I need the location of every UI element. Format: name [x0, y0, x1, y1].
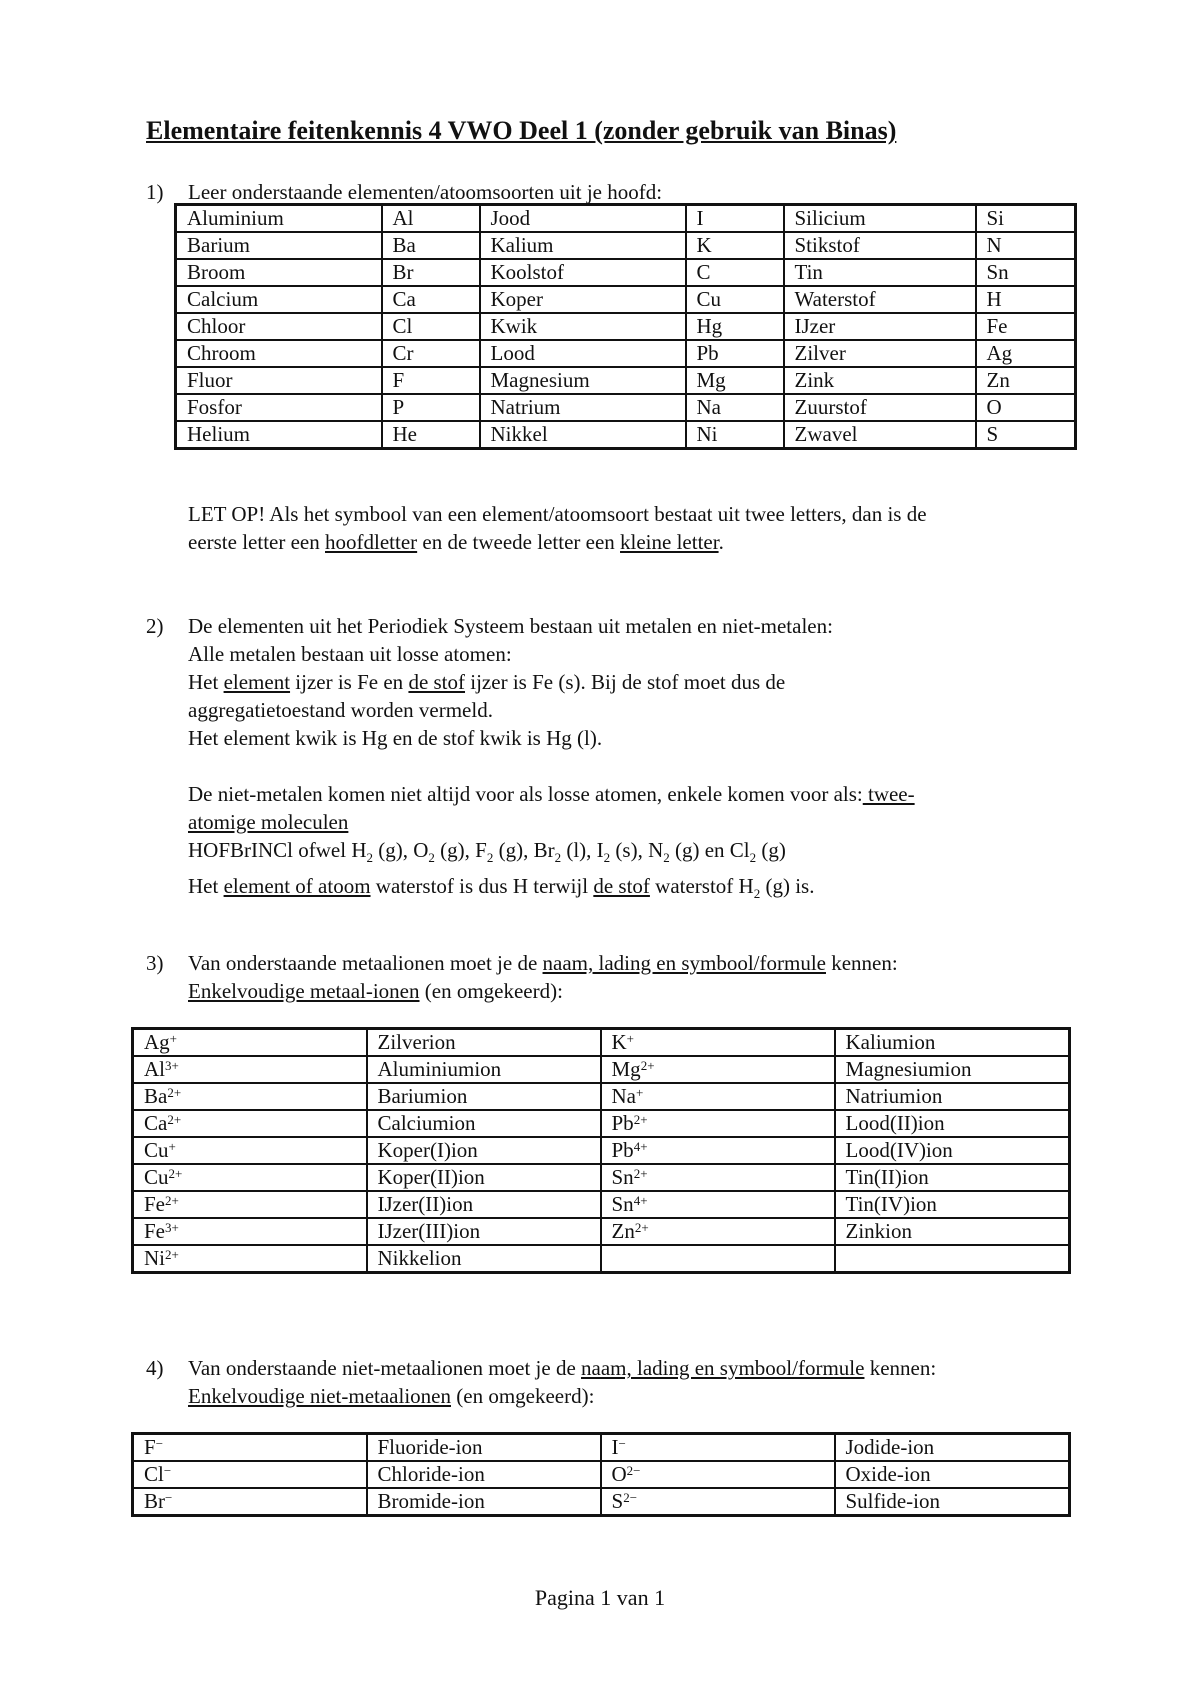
ion-charge: −: [618, 1436, 626, 1451]
ion-charge: 3+: [165, 1058, 179, 1073]
ion-symbol: S: [611, 1489, 624, 1513]
element-name-cell: Chroom: [176, 340, 382, 367]
ion-formula-cell: [133, 1164, 367, 1191]
element-symbol-cell: I: [686, 205, 784, 233]
ion-charge: 2−: [623, 1490, 638, 1505]
element-symbol-cell: Al: [382, 205, 480, 233]
ion-charge: 2+: [167, 1112, 182, 1127]
table-row: [133, 1083, 1070, 1110]
subscript: 2: [366, 850, 373, 866]
element-name-cell: Zuurstof: [784, 394, 976, 421]
s2-underlined: element of atoom: [223, 874, 371, 899]
s4-text: kennen:: [864, 1356, 937, 1380]
ion-charge: 2+: [165, 1247, 179, 1262]
s2-underlined: twee-: [862, 782, 915, 806]
s2-text: (s), N: [610, 838, 664, 862]
s2-text: (g) en Cl: [669, 838, 750, 862]
element-name-cell: Chloor: [176, 313, 382, 340]
s3-line: [188, 977, 898, 1005]
s4-underlined: naam, lading en symbool/formule: [581, 1356, 865, 1380]
s2-text: De niet-metalen komen niet altijd voor als losse atomen, enkele komen voor als:: [188, 782, 863, 806]
ion-name-cell: Jodide-ion: [835, 1434, 1070, 1462]
element-name-cell: Barium: [176, 232, 382, 259]
element-symbol-cell: Mg: [686, 367, 784, 394]
element-name-cell: Kwik: [480, 313, 686, 340]
ion-formula-cell: [133, 1245, 367, 1273]
table-row: [176, 313, 1076, 340]
element-symbol-cell: Zn: [976, 367, 1076, 394]
s2-text: waterstof is dus H terwijl: [370, 874, 594, 899]
element-name-cell: Stikstof: [784, 232, 976, 259]
ion-formula-cell: [601, 1164, 835, 1191]
s2-text: ijzer is Fe en: [290, 670, 409, 694]
table-row: [133, 1029, 1070, 1057]
s2-underlined: element: [223, 670, 291, 694]
s2-text: (l), I: [561, 838, 604, 862]
ion-formula-cell: [133, 1218, 367, 1245]
element-symbol-cell: Cr: [382, 340, 480, 367]
ion-formula-cell: [133, 1083, 367, 1110]
element-symbol-cell: Cl: [382, 313, 480, 340]
ion-symbol: Cu: [144, 1165, 169, 1189]
s2-underlined: de stof: [408, 670, 466, 694]
ion-charge: 4+: [633, 1139, 648, 1154]
elements-table: [174, 203, 1077, 450]
element-name-cell: Jood: [480, 205, 686, 233]
ion-symbol: Br: [144, 1489, 165, 1513]
element-symbol-cell: Fe: [976, 313, 1076, 340]
subscript: 2: [428, 850, 435, 866]
table-row: [133, 1191, 1070, 1218]
element-symbol-cell: Na: [686, 394, 784, 421]
ion-symbol: Cl: [144, 1462, 164, 1486]
element-symbol-cell: K: [686, 232, 784, 259]
ion-symbol: Sn: [611, 1192, 634, 1216]
ion-symbol: Ag: [144, 1030, 170, 1054]
s4-line: [188, 1354, 936, 1382]
element-name-cell: Silicium: [784, 205, 976, 233]
ion-charge: 2+: [633, 1112, 648, 1127]
s2-text: HOFBrINCl ofwel H: [188, 838, 367, 862]
ion-symbol: O: [611, 1462, 627, 1486]
note-hoofdletter: hoofdletter: [325, 530, 418, 554]
s2-text: ijzer is Fe (s). Bij de stof moet dus de: [465, 670, 786, 694]
ion-symbol: F: [144, 1435, 156, 1459]
s3-underlined: Enkelvoudige metaal-ionen: [188, 979, 420, 1003]
ion-name-cell: Lood(II)ion: [835, 1110, 1070, 1137]
ion-name-cell: Zilverion: [367, 1029, 601, 1057]
ion-name-cell: Aluminiumion: [367, 1056, 601, 1083]
ion-name-cell: Kaliumion: [835, 1029, 1070, 1057]
element-symbol-cell: O: [976, 394, 1076, 421]
s2-line: De elementen uit het Periodiek Systeem bestaan uit metalen en niet-metalen:: [188, 614, 833, 638]
subscript: 2: [753, 886, 761, 902]
ion-charge: −: [163, 1463, 172, 1478]
table-row: [133, 1218, 1070, 1245]
element-symbol-cell: Hg: [686, 313, 784, 340]
ion-symbol: Pb: [611, 1138, 634, 1162]
section-1-number: 1): [146, 180, 164, 204]
section-3-number: 3): [146, 951, 164, 975]
ion-name-cell: Koper(II)ion: [367, 1164, 601, 1191]
ion-charge: 2+: [634, 1220, 649, 1235]
table-row: [133, 1461, 1070, 1488]
ion-name-cell: Tin(II)ion: [835, 1164, 1070, 1191]
subscript: 2: [486, 850, 494, 866]
ion-formula-cell: [133, 1056, 367, 1083]
ion-formula-cell: [601, 1245, 835, 1273]
ion-charge: +: [169, 1031, 178, 1046]
element-symbol-cell: Ni: [686, 421, 784, 449]
s2-line: aggregatietoestand worden vermeld.: [188, 698, 493, 722]
ion-symbol: Sn: [611, 1165, 634, 1189]
s2-underlined: de stof: [593, 874, 650, 899]
ion-name-cell: IJzer(II)ion: [367, 1191, 601, 1218]
s4-underlined: Enkelvoudige niet-metaalionen: [188, 1384, 451, 1408]
table-row: [176, 421, 1076, 449]
s4-text: (en omgekeerd):: [451, 1384, 595, 1408]
section-3-intro: [188, 949, 898, 1005]
ion-charge: +: [636, 1085, 644, 1100]
s2-line: Het element kwik is Hg en de stof kwik is Hg (l).: [188, 726, 603, 750]
s4-text: Van onderstaande niet-metaalionen moet je de: [188, 1356, 582, 1380]
note-text: en de tweede letter een: [417, 530, 621, 554]
s2-text: (g): [756, 838, 786, 862]
ion-charge: 3+: [165, 1220, 179, 1235]
ion-symbol: K: [611, 1030, 627, 1054]
ion-symbol: Fe: [144, 1192, 165, 1216]
ion-charge: 2+: [165, 1193, 179, 1208]
table-row: [176, 367, 1076, 394]
section-1-note: [188, 500, 927, 556]
element-symbol-cell: Br: [382, 259, 480, 286]
nonmetal-ions-table: [131, 1432, 1071, 1517]
table-row: [133, 1245, 1070, 1273]
ion-symbol: Al: [144, 1057, 165, 1081]
s2-line: Alle metalen bestaan uit losse atomen:: [188, 642, 512, 666]
s2-line: [188, 668, 915, 696]
ion-name-cell: Koper(I)ion: [367, 1137, 601, 1164]
ion-name-cell: Natriumion: [835, 1083, 1070, 1110]
element-symbol-cell: He: [382, 421, 480, 449]
s2-text: waterstof H: [649, 874, 754, 899]
element-name-cell: Tin: [784, 259, 976, 286]
element-name-cell: Calcium: [176, 286, 382, 313]
s2-text: (g), O: [373, 838, 429, 862]
element-symbol-cell: P: [382, 394, 480, 421]
element-name-cell: Zilver: [784, 340, 976, 367]
element-symbol-cell: Ca: [382, 286, 480, 313]
ion-name-cell: Tin(IV)ion: [835, 1191, 1070, 1218]
s2-text: Het: [188, 670, 224, 694]
element-symbol-cell: Ba: [382, 232, 480, 259]
ion-symbol: Fe: [144, 1219, 165, 1243]
ion-symbol: Zn: [611, 1219, 635, 1243]
table-row: [133, 1056, 1070, 1083]
ion-formula-cell: [133, 1110, 367, 1137]
element-name-cell: Aluminium: [176, 205, 382, 233]
ion-name-cell: Fluoride-ion: [367, 1434, 601, 1462]
element-name-cell: Helium: [176, 421, 382, 449]
ion-symbol: Mg: [611, 1057, 641, 1081]
ion-charge: 2+: [633, 1166, 648, 1181]
ion-formula-cell: [133, 1137, 367, 1164]
s3-text: (en omgekeerd):: [419, 979, 563, 1003]
ion-name-cell: Magnesiumion: [835, 1056, 1070, 1083]
ion-formula-cell: [601, 1488, 835, 1516]
s2-line: [188, 808, 915, 836]
ion-formula-cell: [601, 1461, 835, 1488]
element-name-cell: Magnesium: [480, 367, 686, 394]
element-symbol-cell: N: [976, 232, 1076, 259]
ion-symbol: Cu: [144, 1138, 169, 1162]
ion-name-cell: [835, 1245, 1070, 1273]
subscript: 2: [663, 850, 670, 866]
section-4-number: 4): [146, 1356, 164, 1380]
ion-formula-cell: [601, 1056, 835, 1083]
s2-line: [188, 872, 915, 908]
ion-symbol: Ca: [144, 1111, 168, 1135]
table-row: [133, 1110, 1070, 1137]
element-symbol-cell: Cu: [686, 286, 784, 313]
page-footer: Pagina 1 van 1: [534, 1585, 666, 1610]
element-symbol-cell: Pb: [686, 340, 784, 367]
subscript: 2: [554, 850, 562, 866]
element-name-cell: Fluor: [176, 367, 382, 394]
ion-charge: +: [626, 1031, 635, 1046]
s2-text: Het: [188, 874, 224, 899]
ion-charge: +: [168, 1139, 176, 1154]
s3-line: [188, 949, 898, 977]
ion-formula-cell: [133, 1488, 367, 1516]
ion-formula-cell: [601, 1029, 835, 1057]
subscript: 2: [749, 850, 757, 866]
table-row: [133, 1434, 1070, 1462]
element-name-cell: Natrium: [480, 394, 686, 421]
s2-text: (g), Br: [493, 838, 555, 862]
s2-text: (g), F: [434, 838, 487, 862]
ion-symbol: Ba: [144, 1084, 168, 1108]
element-symbol-cell: C: [686, 259, 784, 286]
section-2-number: 2): [146, 614, 164, 638]
element-name-cell: Koolstof: [480, 259, 686, 286]
note-text: .: [718, 530, 724, 554]
table-row: [176, 340, 1076, 367]
element-symbol-cell: F: [382, 367, 480, 394]
s2-underlined: atomige moleculen: [188, 810, 349, 834]
ion-name-cell: Calciumion: [367, 1110, 601, 1137]
element-name-cell: Zink: [784, 367, 976, 394]
s2-spacer: [188, 752, 915, 780]
ion-formula-cell: [601, 1218, 835, 1245]
s3-underlined: naam, lading en symbool/formule: [542, 951, 826, 975]
ion-charge: 4+: [633, 1193, 648, 1208]
s4-line: [188, 1382, 936, 1410]
ion-formula-cell: [601, 1191, 835, 1218]
s2-formula-line: [188, 836, 915, 872]
element-symbol-cell: H: [976, 286, 1076, 313]
ion-name-cell: Lood(IV)ion: [835, 1137, 1070, 1164]
subscript: 2: [603, 850, 611, 866]
s2-line: [188, 780, 915, 808]
ion-charge: −: [165, 1490, 173, 1505]
note-kleine-letter: kleine letter: [620, 530, 719, 554]
ion-charge: 2−: [626, 1463, 641, 1478]
table-row: [133, 1488, 1070, 1516]
table-row: [176, 205, 1076, 233]
element-name-cell: Kalium: [480, 232, 686, 259]
ion-charge: −: [155, 1436, 164, 1451]
ion-formula-cell: [133, 1029, 367, 1057]
element-name-cell: Broom: [176, 259, 382, 286]
note-line-1: LET OP! Als het symbool van een element/atoomsoort bestaat uit twee letters, dan is de: [188, 502, 927, 526]
note-text: eerste letter een: [188, 530, 325, 554]
ion-symbol: Na: [611, 1084, 636, 1108]
element-symbol-cell: Si: [976, 205, 1076, 233]
ion-formula-cell: [601, 1434, 835, 1462]
metal-ions-table: [131, 1027, 1071, 1274]
element-name-cell: Nikkel: [480, 421, 686, 449]
ion-name-cell: Zinkion: [835, 1218, 1070, 1245]
s2-text: (g) is.: [760, 874, 815, 899]
element-name-cell: Koper: [480, 286, 686, 313]
page-title: Elementaire feitenkennis 4 VWO Deel 1 (zonder gebruik van Binas): [146, 116, 897, 145]
ion-formula-cell: [601, 1083, 835, 1110]
element-symbol-cell: Ag: [976, 340, 1076, 367]
s3-text: kennen:: [825, 951, 898, 975]
element-name-cell: Lood: [480, 340, 686, 367]
s3-text: Van onderstaande metaalionen moet je de: [188, 951, 543, 975]
element-name-cell: Waterstof: [784, 286, 976, 313]
ion-charge: 2+: [640, 1058, 655, 1073]
element-name-cell: Zwavel: [784, 421, 976, 449]
ion-formula-cell: [601, 1137, 835, 1164]
ion-name-cell: IJzer(III)ion: [367, 1218, 601, 1245]
table-row: [176, 286, 1076, 313]
ion-symbol: Ni: [144, 1246, 165, 1270]
ion-formula-cell: [601, 1110, 835, 1137]
note-line-2: [188, 528, 927, 556]
table-row: [133, 1164, 1070, 1191]
ion-name-cell: Chloride-ion: [367, 1461, 601, 1488]
ion-symbol: Pb: [611, 1111, 634, 1135]
table-row: [176, 394, 1076, 421]
ion-symbol: I: [611, 1435, 619, 1459]
ion-formula-cell: [133, 1461, 367, 1488]
table-row: [133, 1137, 1070, 1164]
table-row: [176, 259, 1076, 286]
ion-name-cell: Nikkelion: [367, 1245, 601, 1273]
ion-name-cell: Bromide-ion: [367, 1488, 601, 1516]
section-1-intro: Leer onderstaande elementen/atoomsoorten uit je hoofd:: [188, 180, 663, 204]
table-row: [176, 232, 1076, 259]
element-symbol-cell: S: [976, 421, 1076, 449]
section-2-body: [188, 612, 915, 908]
section-4-intro: [188, 1354, 936, 1410]
element-name-cell: IJzer: [784, 313, 976, 340]
ion-name-cell: Bariumion: [367, 1083, 601, 1110]
ion-name-cell: Sulfide-ion: [835, 1488, 1070, 1516]
ion-charge: 2+: [167, 1085, 182, 1100]
ion-formula-cell: [133, 1434, 367, 1462]
element-name-cell: Fosfor: [176, 394, 382, 421]
ion-charge: 2+: [168, 1166, 183, 1181]
ion-name-cell: Oxide-ion: [835, 1461, 1070, 1488]
ion-formula-cell: [133, 1191, 367, 1218]
element-symbol-cell: Sn: [976, 259, 1076, 286]
